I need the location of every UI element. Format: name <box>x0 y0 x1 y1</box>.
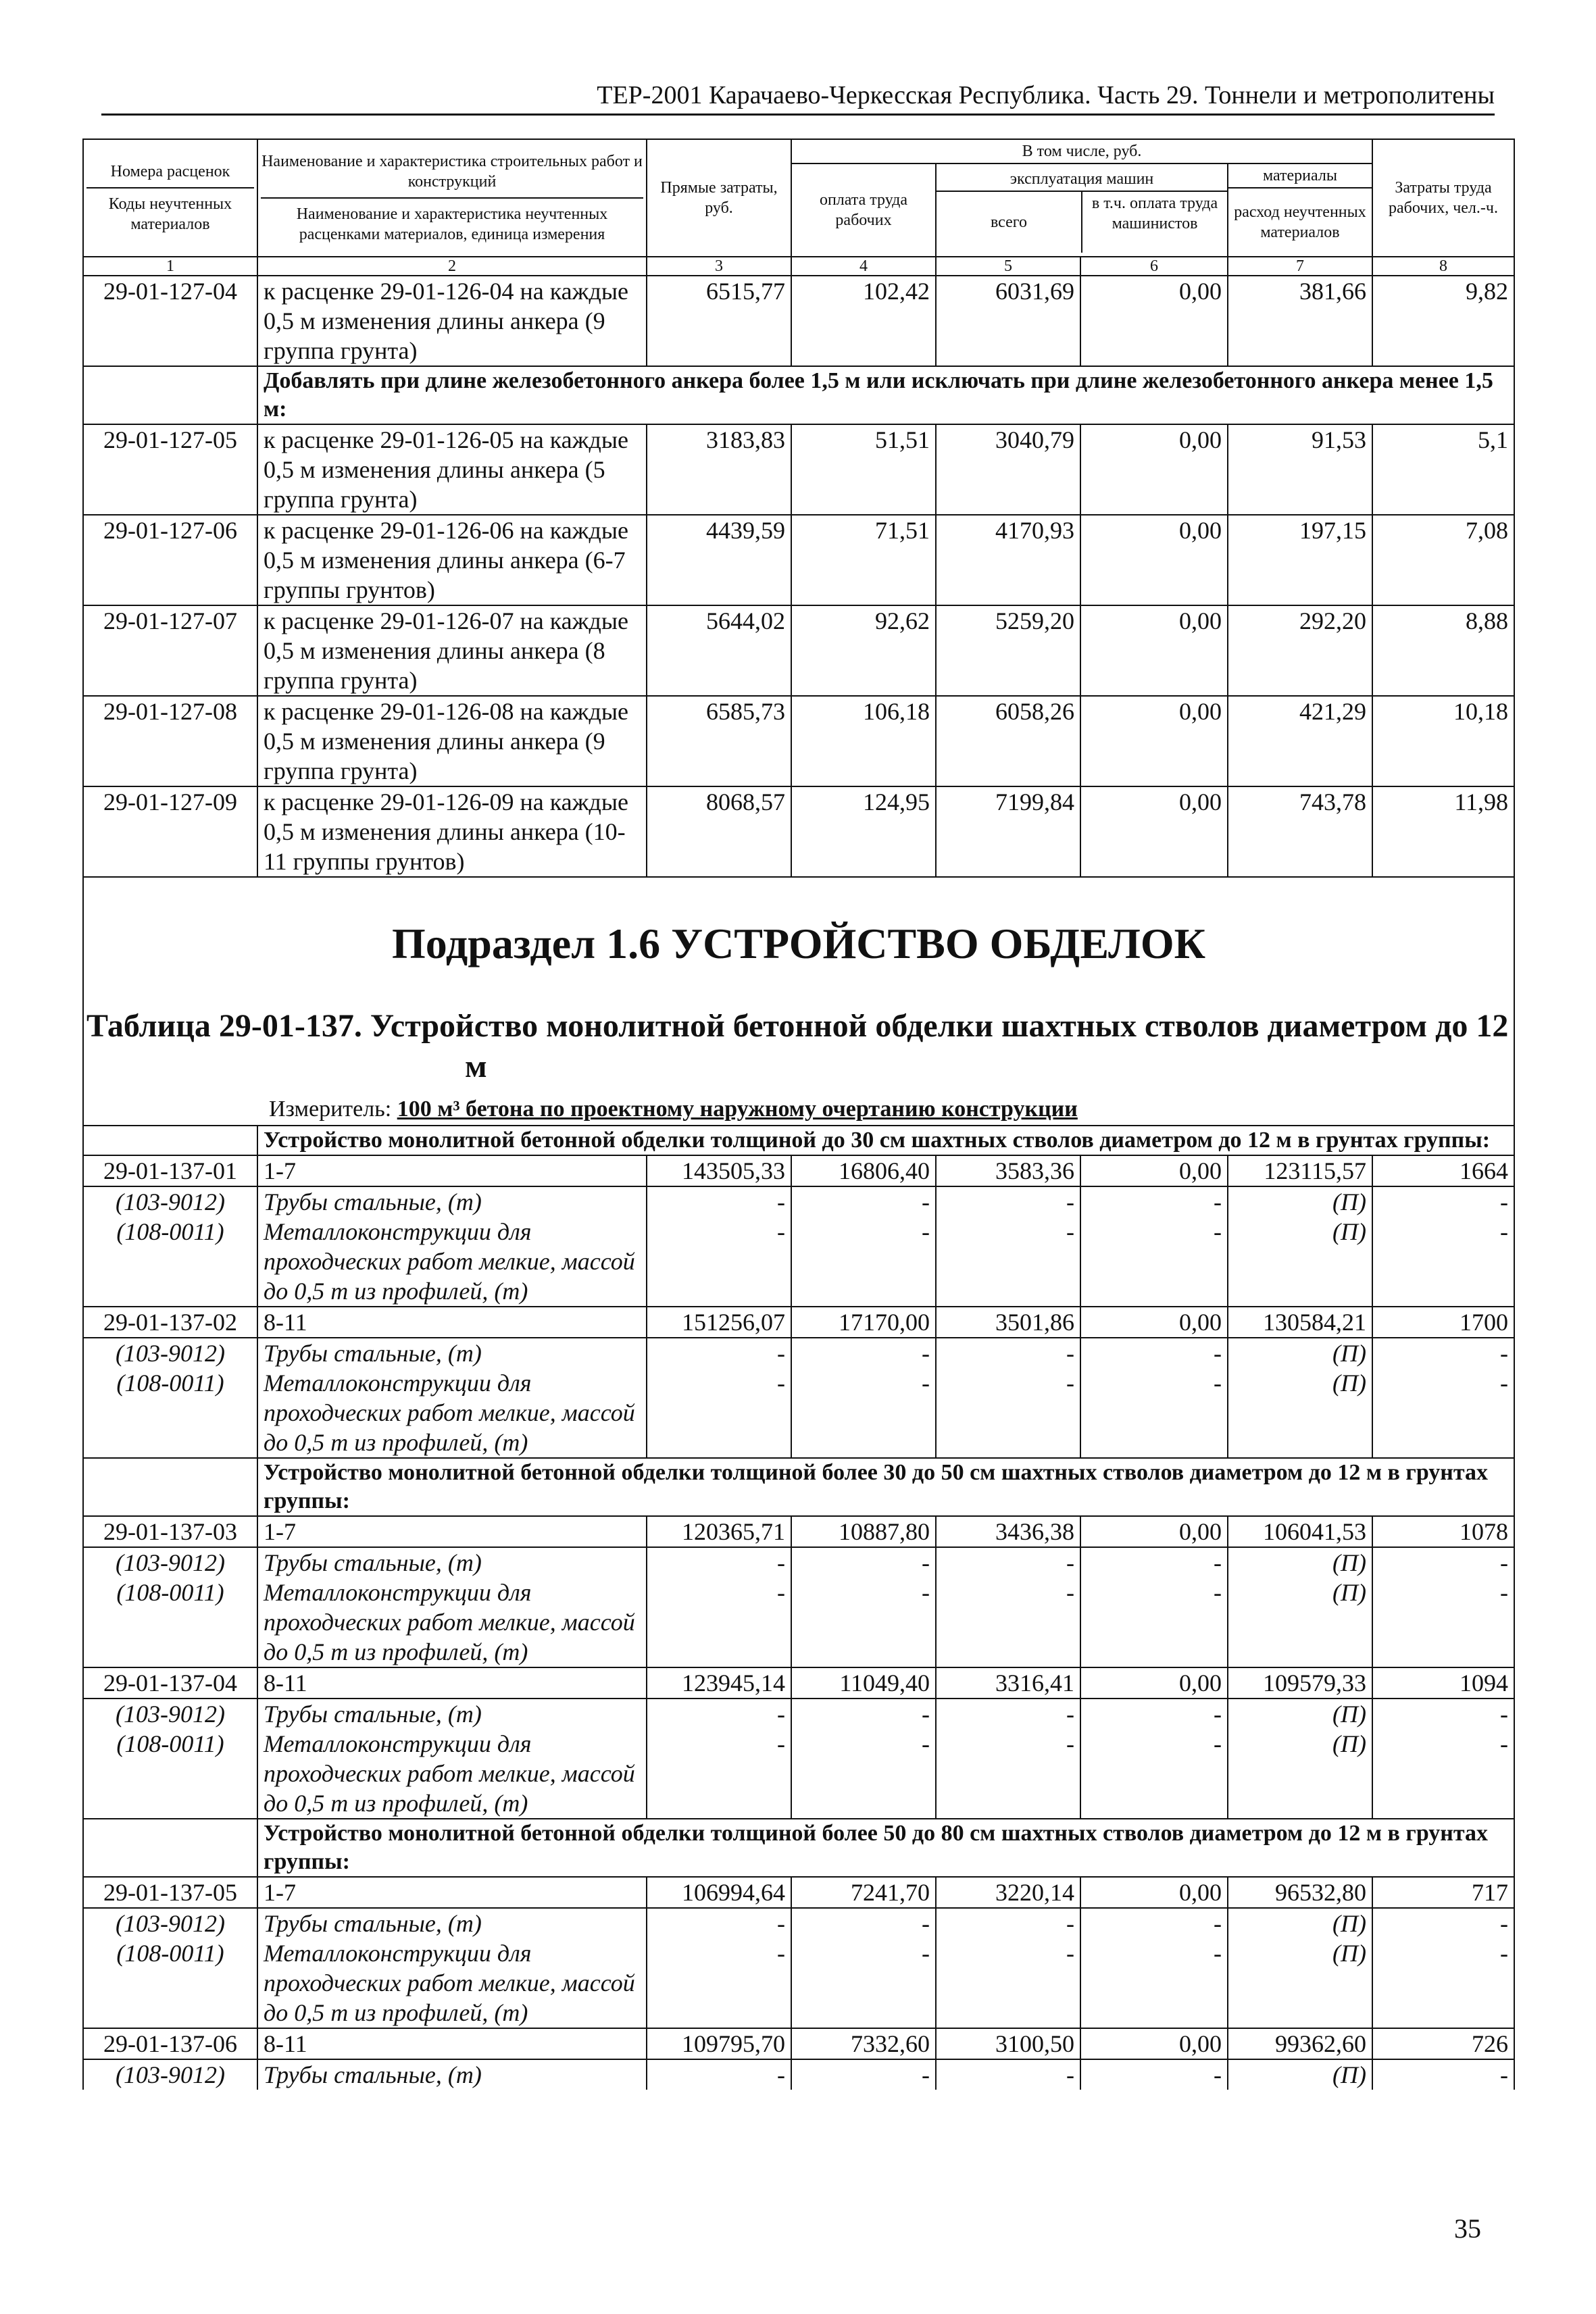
dash-cell: - <box>1080 1368 1228 1458</box>
dash-cell: - <box>1080 1908 1228 1938</box>
rows-b <box>83 424 1514 877</box>
material-code: (103-9012) <box>83 1908 257 1938</box>
dash-cell: - <box>1372 2059 1514 2090</box>
rate-value: 151256,07 <box>647 1307 791 1338</box>
material-code: (108-0011) <box>83 1578 257 1667</box>
rate-name: 1-7 <box>257 1516 647 1547</box>
group-title-spacer <box>83 1458 257 1516</box>
rate-value: 102,42 <box>791 276 936 366</box>
dash-cell: - <box>936 1217 1080 1307</box>
section-title: Подраздел 1.6 УСТРОЙСТВО ОБДЕЛОК <box>391 920 1206 967</box>
material-amount: (П) <box>1228 1908 1372 1938</box>
rate-value: 6058,26 <box>936 696 1080 786</box>
rate-value: 5644,02 <box>647 605 791 696</box>
header-wages: оплата труда рабочих <box>791 164 936 257</box>
rate-value: 4170,93 <box>936 515 1080 605</box>
rate-value: 8,88 <box>1372 605 1514 696</box>
table-row <box>83 424 1514 515</box>
rate-value: 7241,70 <box>791 1877 936 1908</box>
meter-label: Измеритель: <box>269 1097 392 1122</box>
group-title: Устройство монолитной бетонной обделки толщиной более 30 до 50 см шахтных стволов диаметром до 12 м в грунтах группы: <box>257 1458 1514 1516</box>
rate-value: 5259,20 <box>936 605 1080 696</box>
rate-value: 0,00 <box>1080 424 1228 515</box>
rate-code: 29-01-127-07 <box>83 605 257 696</box>
material-code: (103-9012) <box>83 1186 257 1217</box>
meter <box>86 1095 1511 1125</box>
dash-cell: - <box>1372 1186 1514 1217</box>
dash-cell: - <box>1080 1338 1228 1368</box>
dash-cell: - <box>1372 1699 1514 1729</box>
dash-cell: - <box>1080 1547 1228 1578</box>
col-index: 6 <box>1080 257 1228 276</box>
header-codes-bottom: Коды неучтенных материалов <box>108 195 232 233</box>
table-row <box>83 1307 1514 1338</box>
material-amount: (П) <box>1228 1578 1372 1667</box>
rate-name: 1-7 <box>257 1155 647 1186</box>
rate-code: 29-01-127-06 <box>83 515 257 605</box>
rate-value: 3316,41 <box>936 1667 1080 1699</box>
dash-cell: - <box>1080 1938 1228 2028</box>
rate-name: 8-11 <box>257 1307 647 1338</box>
rate-value: 8068,57 <box>647 786 791 877</box>
table-title: Таблица 29-01-137. Устройство монолитной бетонной обделки шахтных стволов диаметром до 12 м <box>86 1008 1509 1084</box>
rate-value: 0,00 <box>1080 1667 1228 1699</box>
header-materials-title: материалы <box>1228 164 1372 188</box>
header-codes-top: Номера расценок <box>86 161 254 188</box>
section-block <box>83 877 1514 1126</box>
rate-value: 1700 <box>1372 1307 1514 1338</box>
dash-cell: - <box>647 1217 791 1307</box>
dash-cell: - <box>936 1938 1080 2028</box>
rows-a <box>83 276 1514 366</box>
dash-cell: - <box>791 1938 936 2028</box>
material-code: (108-0011) <box>83 1217 257 1307</box>
rate-value: 3583,36 <box>936 1155 1080 1186</box>
rate-name: к расценке 29-01-126-04 на каждые 0,5 м изменения длины анкера (9 группа грунта) <box>257 276 647 366</box>
material-name: Трубы стальные, (т) <box>257 1186 647 1217</box>
material-code: (103-9012) <box>83 2059 257 2090</box>
material-name: Трубы стальные, (т) <box>257 1699 647 1729</box>
dash-cell: - <box>791 1578 936 1667</box>
material-name: Трубы стальные, (т) <box>257 1908 647 1938</box>
rate-code: 29-01-127-09 <box>83 786 257 877</box>
rate-value: 0,00 <box>1080 605 1228 696</box>
rate-value: 717 <box>1372 1877 1514 1908</box>
dash-cell: - <box>791 1547 936 1578</box>
page-number: 35 <box>1454 2213 1481 2244</box>
dash-cell: - <box>936 1547 1080 1578</box>
dash-cell: - <box>1372 1338 1514 1368</box>
header-incl: В том числе, руб. <box>791 139 1372 164</box>
material-row <box>83 1578 1514 1667</box>
rate-code: 29-01-137-02 <box>83 1307 257 1338</box>
dash-cell: - <box>936 2059 1080 2090</box>
material-row <box>83 1368 1514 1458</box>
col-index: 2 <box>257 257 647 276</box>
rate-name: к расценке 29-01-126-05 на каждые 0,5 м изменения длины анкера (5 группа грунта) <box>257 424 647 515</box>
rate-value: 11,98 <box>1372 786 1514 877</box>
rate-value: 3501,86 <box>936 1307 1080 1338</box>
col-index: 3 <box>647 257 791 276</box>
dash-cell: - <box>1080 1699 1228 1729</box>
group-title-spacer <box>83 1819 257 1877</box>
dash-cell: - <box>1372 1217 1514 1307</box>
rate-value: 123945,14 <box>647 1667 791 1699</box>
rate-value: 16806,40 <box>791 1155 936 1186</box>
col-index: 8 <box>1372 257 1514 276</box>
rate-value: 1078 <box>1372 1516 1514 1547</box>
material-amount: (П) <box>1228 1368 1372 1458</box>
rate-value: 1094 <box>1372 1667 1514 1699</box>
material-amount: (П) <box>1228 1938 1372 2028</box>
rate-value: 292,20 <box>1228 605 1372 696</box>
material-name: Металлоконструкции для проходческих работ мелкие, массой до 0,5 т из профилей, (т) <box>257 1729 647 1819</box>
rate-code: 29-01-127-04 <box>83 276 257 366</box>
dash-cell: - <box>647 1578 791 1667</box>
group-title-row <box>83 1458 1514 1516</box>
material-name: Трубы стальные, (т) <box>257 2059 647 2090</box>
rate-code: 29-01-137-04 <box>83 1667 257 1699</box>
col-index: 5 <box>936 257 1080 276</box>
rate-value: 109795,70 <box>647 2028 791 2059</box>
material-name: Металлоконструкции для проходческих работ мелкие, массой до 0,5 т из профилей, (т) <box>257 1217 647 1307</box>
dash-cell: - <box>791 1908 936 1938</box>
dash-cell: - <box>1372 1368 1514 1458</box>
header-name-bottom: Наименование и характеристика неучтенных расценками материалов, единица измерения <box>296 205 608 243</box>
material-name: Металлоконструкции для проходческих работ мелкие, массой до 0,5 т из профилей, (т) <box>257 1938 647 2028</box>
rate-value: 3040,79 <box>936 424 1080 515</box>
rate-value: 130584,21 <box>1228 1307 1372 1338</box>
dash-cell: - <box>936 1338 1080 1368</box>
rate-value: 99362,60 <box>1228 2028 1372 2059</box>
col-index: 1 <box>83 257 257 276</box>
material-code: (108-0011) <box>83 1729 257 1819</box>
dash-cell: - <box>936 1908 1080 1938</box>
rate-name: к расценке 29-01-126-08 на каждые 0,5 м изменения длины анкера (9 группа грунта) <box>257 696 647 786</box>
rate-value: 0,00 <box>1080 1877 1228 1908</box>
rates-table <box>82 139 1515 2090</box>
dash-cell: - <box>1080 1217 1228 1307</box>
header-machines-title: эксплуатация машин <box>937 168 1227 192</box>
header-codes <box>83 139 257 257</box>
rate-code: 29-01-137-01 <box>83 1155 257 1186</box>
material-row <box>83 1908 1514 1938</box>
material-code: (108-0011) <box>83 1368 257 1458</box>
material-amount: (П) <box>1228 1186 1372 1217</box>
material-amount: (П) <box>1228 1217 1372 1307</box>
rate-value: 0,00 <box>1080 696 1228 786</box>
material-row <box>83 1729 1514 1819</box>
rate-value: 7199,84 <box>936 786 1080 877</box>
dash-cell: - <box>1080 2059 1228 2090</box>
group-title: Устройство монолитной бетонной обделки толщиной до 30 см шахтных стволов диаметром до 12 м в грунтах группы: <box>257 1126 1514 1155</box>
material-row <box>83 1547 1514 1578</box>
dash-cell: - <box>647 1729 791 1819</box>
dash-cell: - <box>647 1338 791 1368</box>
material-row <box>83 1186 1514 1217</box>
header-machines-wages: в т.ч. оплата труда машинистов <box>1091 195 1218 232</box>
rate-code: 29-01-127-08 <box>83 696 257 786</box>
rate-code: 29-01-137-05 <box>83 1877 257 1908</box>
material-amount: (П) <box>1228 1699 1372 1729</box>
dash-cell: - <box>791 1368 936 1458</box>
dash-cell: - <box>647 1186 791 1217</box>
dash-cell: - <box>1372 1578 1514 1667</box>
rate-value: 726 <box>1372 2028 1514 2059</box>
dash-cell: - <box>791 1217 936 1307</box>
rate-value: 91,53 <box>1228 424 1372 515</box>
rate-value: 71,51 <box>791 515 936 605</box>
header-labor: Затраты труда рабочих, чел.-ч. <box>1372 139 1514 257</box>
dash-cell: - <box>791 1338 936 1368</box>
rate-value: 6031,69 <box>936 276 1080 366</box>
dash-cell: - <box>936 1186 1080 1217</box>
material-row <box>83 1217 1514 1307</box>
header-name-top: Наименование и характеристика строительных работ и конструкций <box>261 151 643 199</box>
rate-value: 143505,33 <box>647 1155 791 1186</box>
rate-value: 17170,00 <box>791 1307 936 1338</box>
rate-value: 123115,57 <box>1228 1155 1372 1186</box>
material-code: (108-0011) <box>83 1938 257 2028</box>
material-name: Металлоконструкции для проходческих работ мелкие, массой до 0,5 т из профилей, (т) <box>257 1578 647 1667</box>
header-index-row <box>83 257 1514 276</box>
material-row <box>83 1699 1514 1729</box>
rate-value: 0,00 <box>1080 786 1228 877</box>
table-row <box>83 1877 1514 1908</box>
rate-value: 5,1 <box>1372 424 1514 515</box>
rate-value: 381,66 <box>1228 276 1372 366</box>
group-title-row <box>83 1819 1514 1877</box>
table-row <box>83 1667 1514 1699</box>
header-direct: Прямые затраты, руб. <box>647 139 791 257</box>
rate-value: 106,18 <box>791 696 936 786</box>
rate-value: 0,00 <box>1080 276 1228 366</box>
rate-value: 106041,53 <box>1228 1516 1372 1547</box>
rate-value: 3220,14 <box>936 1877 1080 1908</box>
rate-value: 10,18 <box>1372 696 1514 786</box>
dash-cell: - <box>1080 1186 1228 1217</box>
rate-value: 6515,77 <box>647 276 791 366</box>
rate-value: 421,29 <box>1228 696 1372 786</box>
dash-cell: - <box>791 1699 936 1729</box>
dash-cell: - <box>647 1547 791 1578</box>
dash-cell: - <box>936 1368 1080 1458</box>
header-materials-sub: расход неучтенных материалов <box>1234 203 1366 241</box>
rate-value: 6585,73 <box>647 696 791 786</box>
material-row <box>83 2059 1514 2090</box>
rate-value: 1664 <box>1372 1155 1514 1186</box>
rate-value: 124,95 <box>791 786 936 877</box>
rate-value: 0,00 <box>1080 1307 1228 1338</box>
rate-value: 743,78 <box>1228 786 1372 877</box>
rate-value: 3183,83 <box>647 424 791 515</box>
dash-cell: - <box>936 1578 1080 1667</box>
table-row <box>83 696 1514 786</box>
rate-value: 197,15 <box>1228 515 1372 605</box>
material-code: (103-9012) <box>83 1547 257 1578</box>
dash-cell: - <box>791 1729 936 1819</box>
rate-value: 0,00 <box>1080 515 1228 605</box>
group-title-row <box>83 1126 1514 1155</box>
rate-name: к расценке 29-01-126-09 на каждые 0,5 м изменения длины анкера (10-11 группы грунтов) <box>257 786 647 877</box>
rate-name: к расценке 29-01-126-06 на каждые 0,5 м изменения длины анкера (6-7 группы грунтов) <box>257 515 647 605</box>
rate-value: 109579,33 <box>1228 1667 1372 1699</box>
rate-value: 0,00 <box>1080 2028 1228 2059</box>
rate-value: 96532,80 <box>1228 1877 1372 1908</box>
rate-value: 7332,60 <box>791 2028 936 2059</box>
rate-value: 0,00 <box>1080 1516 1228 1547</box>
material-code: (103-9012) <box>83 1338 257 1368</box>
dash-cell: - <box>1372 1547 1514 1578</box>
page-header: ТЕР-2001 Карачаево-Черкесская Республика. Часть 29. Тоннели и метрополитены <box>101 80 1495 116</box>
material-name: Металлоконструкции для проходческих работ мелкие, массой до 0,5 т из профилей, (т) <box>257 1368 647 1458</box>
rows-groups <box>83 1126 1514 2090</box>
material-name: Трубы стальные, (т) <box>257 1547 647 1578</box>
rate-value: 9,82 <box>1372 276 1514 366</box>
table-row <box>83 1516 1514 1547</box>
table-row <box>83 515 1514 605</box>
table-row <box>83 1155 1514 1186</box>
header-machines <box>936 164 1228 257</box>
note-b-text: Добавлять при длине железобетонного анкера более 1,5 м или исключать при длине железобетонного анкера менее 1,5 м: <box>257 366 1514 424</box>
rate-value: 120365,71 <box>647 1516 791 1547</box>
rate-code: 29-01-137-03 <box>83 1516 257 1547</box>
dash-cell: - <box>647 2059 791 2090</box>
dash-cell: - <box>1080 1578 1228 1667</box>
note-b <box>83 366 1514 424</box>
material-amount: (П) <box>1228 1547 1372 1578</box>
header-name <box>257 139 647 257</box>
group-title: Устройство монолитной бетонной обделки толщиной более 50 до 80 см шахтных стволов диаметром до 12 м в грунтах группы: <box>257 1819 1514 1877</box>
table-row <box>83 2028 1514 2059</box>
rate-value: 51,51 <box>791 424 936 515</box>
material-amount: (П) <box>1228 1338 1372 1368</box>
rate-value: 3436,38 <box>936 1516 1080 1547</box>
dash-cell: - <box>647 1938 791 2028</box>
material-row <box>83 1338 1514 1368</box>
col-index: 4 <box>791 257 936 276</box>
table-header <box>83 139 1514 276</box>
dash-cell: - <box>647 1368 791 1458</box>
material-amount: (П) <box>1228 1729 1372 1819</box>
header-materials <box>1228 164 1372 257</box>
material-row <box>83 1938 1514 2028</box>
rate-name: 8-11 <box>257 1667 647 1699</box>
dash-cell: - <box>1372 1729 1514 1819</box>
rate-value: 10887,80 <box>791 1516 936 1547</box>
material-name: Трубы стальные, (т) <box>257 1338 647 1368</box>
rate-name: 1-7 <box>257 1877 647 1908</box>
dash-cell: - <box>936 1729 1080 1819</box>
dash-cell: - <box>647 1699 791 1729</box>
rate-code: 29-01-127-05 <box>83 424 257 515</box>
dash-cell: - <box>791 1186 936 1217</box>
col-index: 7 <box>1228 257 1372 276</box>
rate-value: 3100,50 <box>936 2028 1080 2059</box>
rate-value: 11049,40 <box>791 1667 936 1699</box>
meter-value: 100 м³ бетона по проектному наружному очертанию конструкции <box>397 1097 1078 1122</box>
group-title-spacer <box>83 1126 257 1155</box>
material-code: (103-9012) <box>83 1699 257 1729</box>
rate-name: 8-11 <box>257 2028 647 2059</box>
dash-cell: - <box>1372 1938 1514 2028</box>
header-machines-total: всего <box>937 192 1082 253</box>
rate-value: 106994,64 <box>647 1877 791 1908</box>
dash-cell: - <box>791 2059 936 2090</box>
rate-value: 7,08 <box>1372 515 1514 605</box>
rate-code: 29-01-137-06 <box>83 2028 257 2059</box>
rate-value: 4439,59 <box>647 515 791 605</box>
rate-name: к расценке 29-01-126-07 на каждые 0,5 м изменения длины анкера (8 группа грунта) <box>257 605 647 696</box>
dash-cell: - <box>647 1908 791 1938</box>
dash-cell: - <box>1080 1729 1228 1819</box>
material-amount: (П) <box>1228 2059 1372 2090</box>
dash-cell: - <box>1372 1908 1514 1938</box>
table-row <box>83 786 1514 877</box>
table-row <box>83 605 1514 696</box>
table-row <box>83 276 1514 366</box>
rate-value: 0,00 <box>1080 1155 1228 1186</box>
rate-value: 92,62 <box>791 605 936 696</box>
dash-cell: - <box>936 1699 1080 1729</box>
